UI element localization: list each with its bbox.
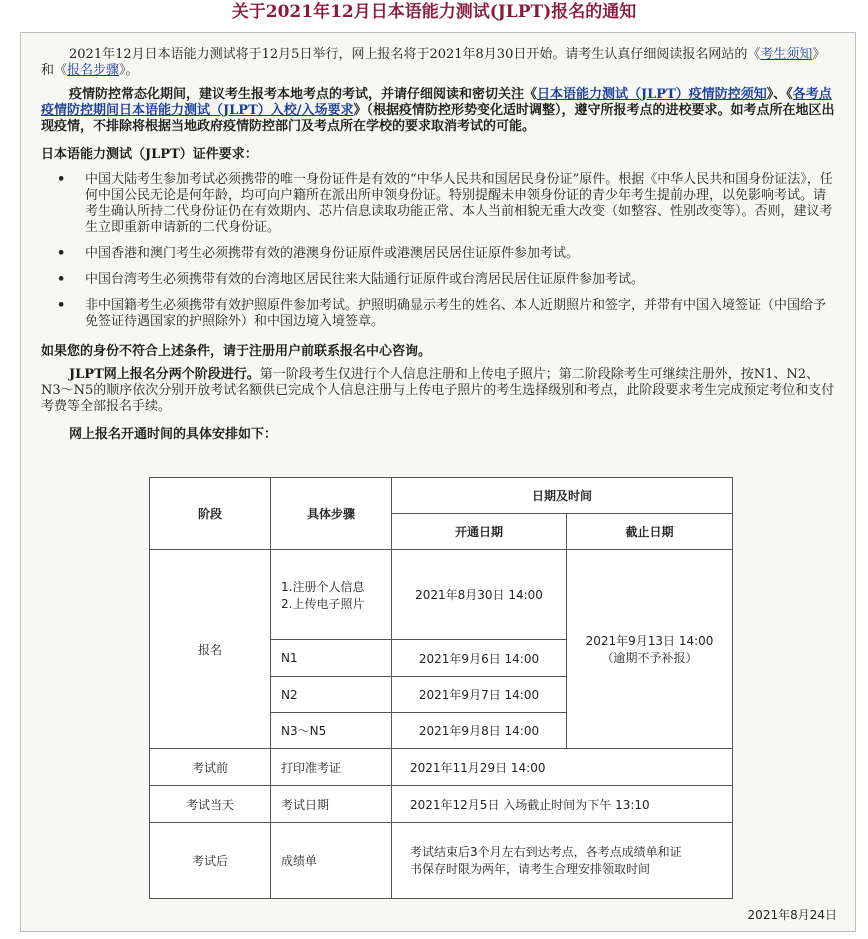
covid-notice-link[interactable]: 日本语能力测试（JLPT）疫情防控须知 <box>537 87 767 102</box>
stage-registration: 报名 <box>150 550 271 749</box>
phases-paragraph <box>41 367 837 415</box>
table-row <box>150 749 733 786</box>
date-register-open: 2021年8月30日 14:00 <box>392 550 567 640</box>
covid-text-2: 》、《 <box>766 87 793 102</box>
date-post-exam <box>392 823 733 899</box>
covid-text-1: 疫情防控常态化期间，建议考生报考本地考点的考试，并请仔细阅读和密切关注《 <box>69 87 538 102</box>
step-line: 2.上传电子照片 <box>281 596 365 611</box>
requirement-text: 中国香港和澳门考生必须携带有效的港澳身份证原件或港澳居民居住证原件参加考试。 <box>85 246 580 261</box>
bullet-icon: • <box>57 298 66 313</box>
post-exam-line: 书保存时限为两年，请考生合理安排领取时间 <box>410 861 651 876</box>
requirement-text: 非中国籍考生必须携带有效护照原件参加考试。护照明确显示考生的姓名、本人近期照片和签字，并带有中国入境签证（中国给予免签证待遇国家的护照除外）和中国边境入境签章。 <box>85 298 827 329</box>
intro-paragraph <box>41 47 837 79</box>
list-item <box>57 298 837 330</box>
date-register-close <box>567 550 733 749</box>
contact-notice: 如果您的身份不符合上述条件，请于注册用户前联系报名中心咨询。 <box>41 344 432 359</box>
post-exam-line: 考试结束后3个月左右到达考点，各考点成绩单和证 <box>410 844 682 859</box>
date-n1: 2021年9月6日 14:00 <box>392 640 567 677</box>
step-register <box>271 550 392 640</box>
exam-notes-link[interactable]: 考生须知 <box>760 47 813 62</box>
header-datetime: 日期及时间 <box>392 478 733 514</box>
intro-text-3: 》。 <box>119 63 139 78</box>
schedule-heading: 网上报名开通时间的具体安排如下： <box>69 427 278 442</box>
intro-text-2: 》和《 <box>41 47 826 78</box>
date-exam-day: 2021年12月5日 入场截止时间为下午 13:10 <box>392 786 733 823</box>
step-n3-n5: N3～N5 <box>271 713 392 749</box>
notice-content <box>21 33 857 452</box>
list-item <box>57 246 837 262</box>
close-date-line: 2021年9月13日 14:00 <box>585 634 714 648</box>
venue-requirements-link[interactable]: 各考点疫情防控期间日本语能力测试（JLPT）入校/入场要求 <box>41 87 832 118</box>
stage-post-exam: 考试后 <box>150 823 271 899</box>
requirement-text: 中国台湾考生必须携带有效的台湾地区居民往来大陆通行证原件或台湾居民居住证原件参加考试。 <box>85 272 645 287</box>
table-row <box>150 550 733 640</box>
close-date-note: （逾期不予补报） <box>601 651 698 665</box>
registration-steps-link[interactable]: 报名步骤 <box>67 63 120 78</box>
page-title: 关于2021年12月日本语能力测试(JLPT)报名的通知 <box>231 2 637 22</box>
footer-date: 2021年8月24日 <box>747 908 837 922</box>
covid-text-3: 》（根据疫情防控形势变化适时调整），遵守所报考点的进校要求。如考点所在地区出现疫情，不排除将根据当地政府疫情防控部门及考点所在学校的要求取消考试的可能。 <box>41 103 835 134</box>
covid-paragraph <box>41 87 837 135</box>
header-close-date: 截止日期 <box>567 514 733 550</box>
table-row <box>150 823 733 899</box>
intro-text-1: 2021年12月日本语能力测试将于12月5日举行，网上报名将于2021年8月30日开始。请考生认真仔细阅读报名网站的《 <box>69 47 761 62</box>
date-n3-n5: 2021年9月8日 14:00 <box>392 713 567 749</box>
id-requirements-list <box>57 172 837 330</box>
step-n1: N1 <box>271 640 392 677</box>
step-score-report: 成绩单 <box>271 823 392 899</box>
header-stage: 阶段 <box>150 478 271 550</box>
phases-text: 第一阶段考生仅进行个人信息注册和上传电子照片；第二阶段除考生可继续注册外，按N1、N2、N3～N5的顺序依次分别开放考试名额供已完成个人信息注册与上传电子照片的考生选择级别和考点，此阶段要求考生完成预定考位和支付考费等全部报名手续。 <box>41 367 835 414</box>
stage-pre-exam: 考试前 <box>150 749 271 786</box>
list-item <box>57 172 837 236</box>
notice-panel <box>20 32 856 932</box>
step-exam-date: 考试日期 <box>271 786 392 823</box>
stage-exam-day: 考试当天 <box>150 786 271 823</box>
header-open-date: 开通日期 <box>392 514 567 550</box>
header-steps: 具体步骤 <box>271 478 392 550</box>
requirement-text: 中国大陆考生参加考试必须携带的唯一身份证件是有效的“中华人民共和国居民身份证”原件。根据《中华人民共和国身份证法》，任何中国公民无论是何年龄，均可向户籍所在派出所申领身份证。特别提醒未申领身份证的青少年考生提前办理，以免影响考试。请考生确认所持二代身份证仍在有效期内、芯片信息读取功能正常、本人当前相貌无重大改变（如整容、性别改变等）。否则，建议考生立即重新申请新的二代身份证。 <box>85 172 833 235</box>
phases-bold: JLPT网上报名分两个阶段进行。 <box>69 367 260 382</box>
bullet-icon: • <box>57 246 66 261</box>
date-pre-exam: 2021年11月29日 14:00 <box>392 749 733 786</box>
id-requirements-heading: 日本语能力测试（JLPT）证件要求： <box>41 147 258 162</box>
date-n2: 2021年9月7日 14:00 <box>392 677 567 713</box>
step-n2: N2 <box>271 677 392 713</box>
table-row <box>150 786 733 823</box>
schedule-table <box>149 477 733 899</box>
step-print-admission: 打印准考证 <box>271 749 392 786</box>
list-item <box>57 272 837 288</box>
step-line: 1.注册个人信息 <box>281 579 365 594</box>
bullet-icon: • <box>57 272 66 287</box>
bullet-icon: • <box>57 172 66 187</box>
